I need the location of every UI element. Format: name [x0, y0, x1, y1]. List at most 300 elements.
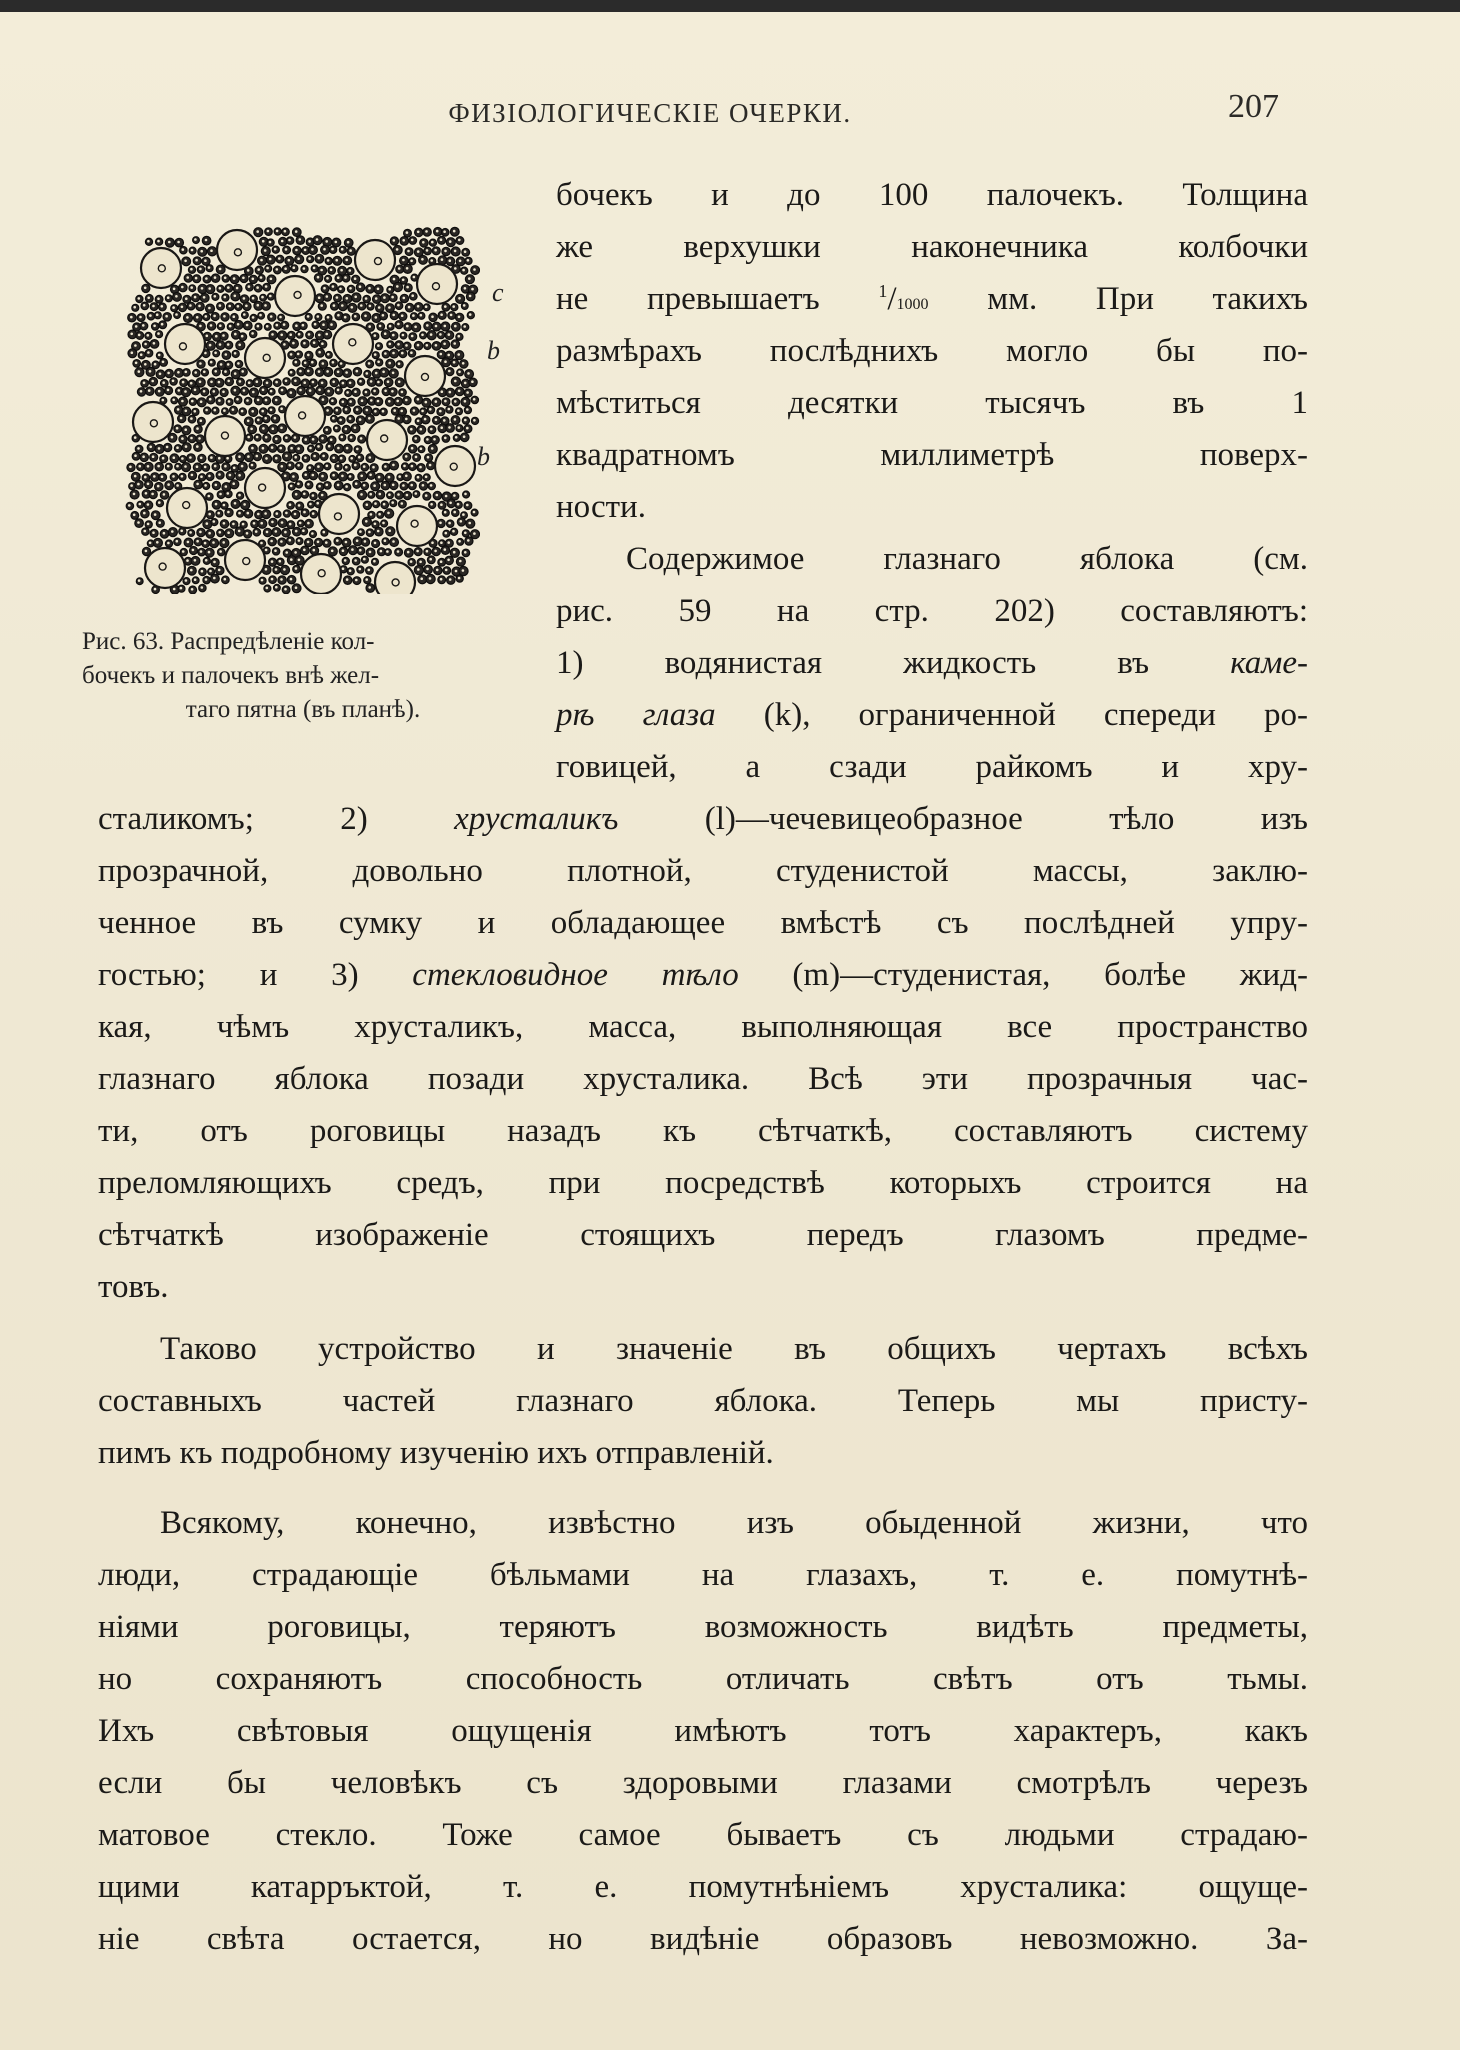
- rod-highlight: [167, 465, 170, 468]
- rod-highlight: [417, 420, 420, 423]
- rod-highlight: [346, 447, 349, 450]
- rod-highlight: [468, 522, 471, 525]
- rod-highlight: [279, 447, 282, 450]
- text-line: Всякому, конечно, извѣстно изъ обыденной жизни, что: [160, 1505, 1308, 1541]
- rod-highlight: [256, 455, 259, 458]
- rod-highlight: [161, 305, 164, 308]
- rod-highlight: [308, 466, 311, 469]
- rod-highlight: [238, 474, 241, 477]
- rod-highlight: [238, 455, 241, 458]
- rod-highlight: [222, 391, 225, 394]
- page-number: 207: [1228, 88, 1279, 125]
- rod-highlight: [443, 230, 446, 233]
- rod-highlight: [458, 540, 461, 543]
- rod-highlight: [433, 438, 436, 441]
- rod-highlight: [176, 427, 179, 430]
- rod-highlight: [304, 457, 307, 460]
- rod-highlight: [392, 334, 395, 337]
- rod-highlight: [208, 266, 211, 269]
- rod-highlight: [345, 485, 348, 488]
- rod-highlight: [205, 277, 208, 280]
- rod-highlight: [275, 438, 278, 441]
- rod-highlight: [308, 333, 311, 336]
- rod-highlight: [173, 288, 176, 291]
- rod-highlight: [213, 577, 216, 580]
- rod-highlight: [134, 454, 137, 457]
- rod-highlight: [227, 511, 230, 514]
- rod-highlight: [261, 410, 264, 413]
- rod-highlight: [458, 390, 461, 393]
- rod-highlight: [462, 569, 465, 572]
- rod-highlight: [219, 268, 222, 271]
- rod-highlight: [247, 420, 250, 423]
- rod-highlight: [410, 260, 413, 263]
- rod-highlight: [444, 548, 447, 551]
- rod-highlight: [440, 313, 443, 316]
- rod-highlight: [410, 428, 413, 431]
- rod-highlight: [271, 333, 274, 336]
- rod-highlight: [234, 372, 237, 375]
- rod-highlight: [454, 380, 457, 383]
- rod-highlight: [458, 316, 461, 319]
- rod-highlight: [298, 559, 301, 562]
- rod-highlight: [285, 512, 288, 515]
- rod-highlight: [302, 324, 305, 327]
- rod-highlight: [232, 523, 235, 526]
- rod-highlight: [194, 238, 197, 241]
- rod-highlight: [208, 532, 211, 535]
- rod-highlight: [354, 277, 357, 280]
- rod-highlight: [210, 381, 213, 384]
- text-line: ніями роговицы, теряютъ возможность видѣть предметы,: [98, 1609, 1308, 1645]
- rod-highlight: [369, 456, 372, 459]
- rod-highlight: [261, 579, 264, 582]
- rod-highlight: [157, 240, 160, 243]
- rod-highlight: [388, 288, 391, 291]
- rod-highlight: [276, 230, 279, 233]
- rod-highlight: [384, 484, 387, 487]
- rod-highlight: [429, 408, 432, 411]
- rod-highlight: [359, 549, 362, 552]
- rod-highlight: [181, 457, 184, 460]
- rod-highlight: [294, 380, 297, 383]
- rod-highlight: [340, 457, 343, 460]
- rod-highlight: [266, 382, 269, 385]
- rod-highlight: [425, 494, 428, 497]
- rod-highlight: [469, 313, 472, 316]
- rod-highlight: [285, 436, 288, 439]
- rod-highlight: [133, 493, 136, 496]
- rod-highlight: [340, 269, 343, 272]
- rod-highlight: [184, 260, 187, 263]
- cone-cell: [205, 416, 245, 456]
- rod-highlight: [199, 268, 202, 271]
- rod-highlight: [194, 389, 197, 392]
- rod-highlight: [332, 381, 335, 384]
- rod-highlight: [205, 315, 208, 318]
- rod-highlight: [346, 297, 349, 300]
- rod-highlight: [224, 296, 227, 299]
- rod-highlight: [294, 513, 297, 516]
- rod-highlight: [431, 541, 434, 544]
- rod-highlight: [309, 389, 312, 392]
- rod-highlight: [222, 334, 225, 337]
- rod-highlight: [133, 306, 136, 309]
- rod-highlight: [204, 259, 207, 262]
- rod-highlight: [368, 586, 371, 589]
- rod-highlight: [413, 409, 416, 412]
- rod-highlight: [336, 539, 339, 542]
- rod-highlight: [227, 343, 230, 346]
- rod-highlight: [252, 391, 255, 394]
- rod-highlight: [213, 390, 216, 393]
- rod-highlight: [468, 277, 471, 280]
- rod-highlight: [342, 567, 345, 570]
- rod-highlight: [440, 426, 443, 429]
- rod-highlight: [416, 550, 419, 553]
- rod-highlight: [158, 521, 161, 524]
- rod-highlight: [359, 285, 362, 288]
- rod-highlight: [153, 475, 156, 478]
- rod-highlight: [295, 567, 298, 570]
- rod-highlight: [260, 276, 263, 279]
- rod-highlight: [245, 305, 248, 308]
- cones-rods-engraving: [125, 226, 480, 594]
- rod-highlight: [326, 295, 329, 298]
- rod-highlight: [464, 400, 467, 403]
- rod-highlight: [349, 382, 352, 385]
- rod-highlight: [308, 240, 311, 243]
- rod-highlight: [466, 427, 469, 430]
- rod-highlight: [448, 370, 451, 373]
- rod-highlight: [236, 398, 239, 401]
- rod-highlight: [464, 551, 467, 554]
- rod-highlight: [454, 400, 457, 403]
- rod-highlight: [139, 465, 142, 468]
- rod-highlight: [167, 296, 170, 299]
- rod-highlight: [157, 332, 160, 335]
- rod-highlight: [159, 373, 162, 376]
- rod-highlight: [134, 344, 137, 347]
- rod-highlight: [445, 532, 448, 535]
- rod-highlight: [203, 296, 206, 299]
- rod-highlight: [391, 501, 394, 504]
- rod-highlight: [349, 249, 352, 252]
- text-line: размѣрахъ послѣднихъ могло бы по-: [556, 333, 1308, 369]
- rod-highlight: [176, 465, 179, 468]
- rod-highlight: [157, 465, 160, 468]
- rod-highlight: [191, 249, 194, 252]
- rod-highlight: [464, 382, 467, 385]
- rod-highlight: [255, 530, 258, 533]
- rod-highlight: [210, 456, 213, 459]
- rod-highlight: [283, 323, 286, 326]
- rod-highlight: [147, 483, 150, 486]
- rod-highlight: [330, 438, 333, 441]
- rod-highlight: [388, 306, 391, 309]
- rod-highlight: [396, 285, 399, 288]
- rod-highlight: [210, 249, 213, 252]
- rod-highlight: [391, 390, 394, 393]
- rod-highlight: [227, 380, 230, 383]
- rod-highlight: [344, 559, 347, 562]
- rod-highlight: [218, 399, 221, 402]
- rod-highlight: [232, 482, 235, 485]
- text-line: сталикомъ; 2) хрусталикъ (l)—чечевицеобразное тѣло изъ: [98, 801, 1308, 837]
- rod-highlight: [349, 417, 352, 420]
- rod-highlight: [417, 250, 420, 253]
- rod-highlight: [285, 551, 288, 554]
- text-line: но сохраняютъ способность отличать свѣтъ отъ тьмы.: [98, 1661, 1308, 1697]
- text-line: прозрачной, довольно плотной, студенистой массы, заклю-: [98, 853, 1308, 889]
- rod-highlight: [397, 550, 400, 553]
- rod-highlight: [473, 532, 476, 535]
- rod-highlight: [224, 277, 227, 280]
- rod-highlight: [218, 569, 221, 572]
- rod-highlight: [331, 248, 334, 251]
- rod-highlight: [228, 305, 231, 308]
- rod-highlight: [180, 587, 183, 590]
- rod-highlight: [135, 325, 138, 328]
- rod-highlight: [316, 238, 319, 241]
- rod-highlight: [450, 314, 453, 317]
- rod-highlight: [327, 390, 330, 393]
- rod-highlight: [426, 249, 429, 252]
- rod-highlight: [285, 380, 288, 383]
- rod-highlight: [392, 352, 395, 355]
- rod-highlight: [223, 409, 226, 412]
- rod-highlight: [303, 493, 306, 496]
- rod-highlight: [270, 315, 273, 318]
- cone-cell: [333, 324, 373, 364]
- rod-highlight: [151, 380, 154, 383]
- rod-highlight: [138, 579, 141, 582]
- rod-highlight: [186, 559, 189, 562]
- rod-highlight: [200, 475, 203, 478]
- rod-highlight: [256, 286, 259, 289]
- rod-highlight: [375, 316, 378, 319]
- rod-highlight: [377, 361, 380, 364]
- rod-highlight: [387, 380, 390, 383]
- rod-highlight: [223, 504, 226, 507]
- text-line: мѣститься десятки тысячъ въ 1: [556, 385, 1308, 421]
- rod-highlight: [225, 353, 228, 356]
- rod-highlight: [190, 437, 193, 440]
- rod-highlight: [208, 287, 211, 290]
- rod-highlight: [345, 408, 348, 411]
- rod-highlight: [430, 333, 433, 336]
- rod-highlight: [333, 304, 336, 307]
- rod-highlight: [303, 267, 306, 270]
- rod-highlight: [241, 410, 244, 413]
- rod-highlight: [313, 341, 316, 344]
- rod-highlight: [337, 371, 340, 374]
- rod-highlight: [196, 483, 199, 486]
- rod-highlight: [260, 259, 263, 262]
- rod-highlight: [425, 476, 428, 479]
- rod-highlight: [401, 391, 404, 394]
- rod-highlight: [436, 494, 439, 497]
- rod-highlight: [377, 344, 380, 347]
- rod-highlight: [218, 457, 221, 460]
- rod-highlight: [462, 513, 465, 516]
- rod-highlight: [323, 287, 326, 290]
- rod-highlight: [284, 230, 287, 233]
- rod-highlight: [264, 417, 267, 420]
- rod-highlight: [384, 332, 387, 335]
- rod-highlight: [440, 560, 443, 563]
- rod-highlight: [210, 324, 213, 327]
- rod-highlight: [420, 577, 423, 580]
- rod-highlight: [471, 288, 474, 291]
- rod-highlight: [345, 541, 348, 544]
- rod-highlight: [354, 296, 357, 299]
- rod-highlight: [425, 401, 428, 404]
- rod-highlight: [138, 370, 141, 373]
- rod-highlight: [191, 588, 194, 591]
- rod-highlight: [332, 285, 335, 288]
- rod-highlight: [292, 342, 295, 345]
- rod-highlight: [149, 314, 152, 317]
- rod-highlight: [236, 287, 239, 290]
- cone-cell: [275, 276, 315, 316]
- rod-highlight: [281, 389, 284, 392]
- rod-highlight: [280, 540, 283, 543]
- rod-highlight: [378, 476, 381, 479]
- rod-highlight: [224, 578, 227, 581]
- rod-highlight: [449, 578, 452, 581]
- figure-letter-b-lower: b: [477, 442, 490, 471]
- rod-highlight: [205, 578, 208, 581]
- rod-highlight: [215, 335, 218, 338]
- rod-highlight: [377, 288, 380, 291]
- rod-highlight: [285, 248, 288, 251]
- rod-highlight: [252, 278, 255, 281]
- rod-highlight: [449, 391, 452, 394]
- rod-highlight: [176, 446, 179, 449]
- rod-highlight: [186, 316, 189, 319]
- rod-highlight: [384, 352, 387, 355]
- rod-highlight: [436, 569, 439, 572]
- rod-highlight: [264, 512, 267, 515]
- rod-highlight: [280, 578, 283, 581]
- rod-highlight: [198, 437, 201, 440]
- rod-highlight: [219, 324, 222, 327]
- rod-highlight: [303, 381, 306, 384]
- rod-highlight: [205, 239, 208, 242]
- caption-line: таго пятна (въ планѣ).: [185, 696, 421, 723]
- rod-highlight: [454, 325, 457, 328]
- rod-highlight: [275, 530, 278, 533]
- rod-highlight: [147, 240, 150, 243]
- text-line: глазнаго яблока позади хрусталика. Всѣ эти прозрачныя час-: [98, 1061, 1308, 1097]
- rod-highlight: [313, 549, 316, 552]
- rod-highlight: [175, 295, 178, 298]
- rod-highlight: [419, 561, 422, 564]
- rod-highlight: [175, 313, 178, 316]
- rod-highlight: [199, 381, 202, 384]
- rod-highlight: [185, 371, 188, 374]
- rod-highlight: [176, 540, 179, 543]
- rod-highlight: [138, 297, 141, 300]
- rod-highlight: [142, 455, 145, 458]
- rod-highlight: [372, 466, 375, 469]
- rod-highlight: [196, 427, 199, 430]
- rod-highlight: [388, 400, 391, 403]
- rod-highlight: [411, 294, 414, 297]
- rod-highlight: [454, 250, 457, 253]
- rod-highlight: [359, 568, 362, 571]
- rod-highlight: [464, 419, 467, 422]
- rod-highlight: [219, 531, 222, 534]
- rod-highlight: [318, 257, 321, 260]
- rod-highlight: [402, 334, 405, 337]
- rod-highlight: [190, 382, 193, 385]
- rod-highlight: [219, 287, 222, 290]
- rod-highlight: [267, 230, 270, 233]
- rod-highlight: [360, 493, 363, 496]
- rod-highlight: [172, 380, 175, 383]
- rod-highlight: [214, 409, 217, 412]
- rod-highlight: [445, 495, 448, 498]
- rod-highlight: [453, 342, 456, 345]
- rod-highlight: [307, 315, 310, 318]
- rod-highlight: [366, 372, 369, 375]
- rod-highlight: [363, 558, 366, 561]
- cone-cell: [301, 554, 341, 594]
- rod-highlight: [190, 268, 193, 271]
- cone-cell: [245, 338, 285, 378]
- rod-highlight: [151, 493, 154, 496]
- rod-highlight: [444, 400, 447, 403]
- rod-highlight: [318, 389, 321, 392]
- rod-highlight: [452, 305, 455, 308]
- rod-highlight: [299, 370, 302, 373]
- rod-highlight: [200, 400, 203, 403]
- rod-highlight: [405, 475, 408, 478]
- rod-highlight: [430, 428, 433, 431]
- text-line: же верхушки наконечника колбочки: [556, 229, 1308, 265]
- rod-highlight: [290, 353, 293, 356]
- rod-highlight: [234, 295, 237, 298]
- rod-highlight: [276, 324, 279, 327]
- rod-highlight: [284, 475, 287, 478]
- rod-highlight: [454, 267, 457, 270]
- rod-highlight: [337, 484, 340, 487]
- rod-highlight: [336, 409, 339, 412]
- rod-highlight: [247, 455, 250, 458]
- rod-highlight: [290, 578, 293, 581]
- rod-highlight: [298, 504, 301, 507]
- rod-highlight: [417, 398, 420, 401]
- rod-highlight: [359, 380, 362, 383]
- rod-highlight: [403, 465, 406, 468]
- rod-highlight: [204, 466, 207, 469]
- rod-highlight: [406, 325, 409, 328]
- rod-highlight: [297, 353, 300, 356]
- rod-highlight: [204, 484, 207, 487]
- rod-highlight: [196, 540, 199, 543]
- rod-highlight: [192, 549, 195, 552]
- rod-highlight: [129, 466, 132, 469]
- rod-highlight: [191, 474, 194, 477]
- rod-highlight: [337, 314, 340, 317]
- rod-highlight: [173, 456, 176, 459]
- rod-highlight: [137, 521, 140, 524]
- rod-highlight: [434, 249, 437, 252]
- rod-highlight: [322, 455, 325, 458]
- rod-highlight: [238, 512, 241, 515]
